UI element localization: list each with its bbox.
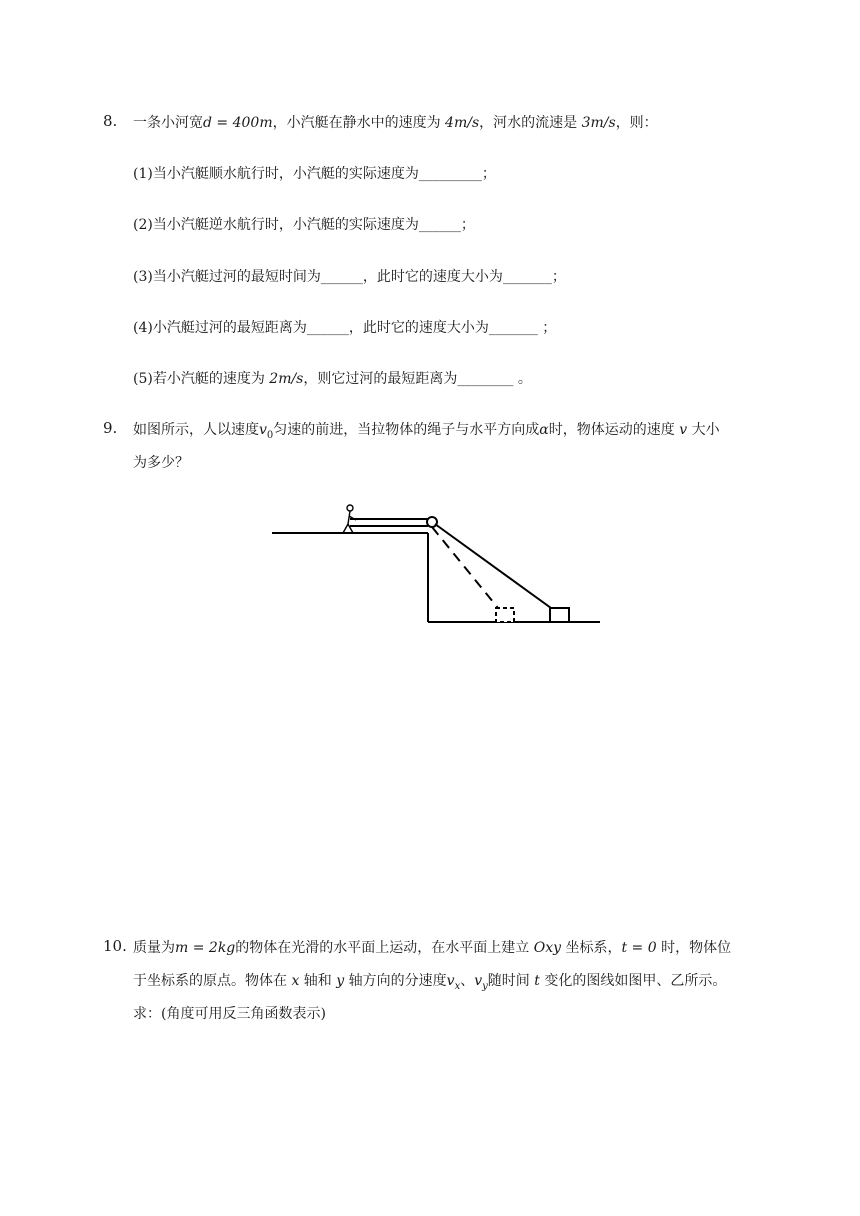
question-8-part-1: (1)当小汽艇顺水航行时，小汽艇的实际速度为_________； [133, 166, 496, 182]
question-9-figure [268, 500, 608, 630]
question-9-stem-line1: 如图所示，人以速度$v_0$匀速的前进，当拉物体的绳子与水平方向成α时，物体运动的速度 v 大小 [133, 422, 720, 441]
question-8-part-3: (3)当小汽艇过河的最短时间为______，此时它的速度大小为_______； [133, 269, 566, 285]
question-10-number: 10. [103, 937, 127, 955]
question-8-part-2: (2)当小汽艇逆水航行时，小汽艇的实际速度为______； [133, 217, 475, 233]
person-icon [343, 505, 356, 533]
question-10-stem-line2: 于坐标系的原点。物体在 x 轴和 y 轴方向的分速度$v_x$、$v_y$随时间 t 变化的图线如图甲、乙所示。 [133, 973, 727, 992]
rope-dashed [432, 527, 498, 608]
question-9-number: 9. [103, 419, 118, 437]
question-8-part-5: (5)若小汽艇的速度为 2m/s，则它过河的最短距离为________ 。 [133, 371, 532, 387]
question-10-stem-line1: 质量为m = 2kg的物体在光滑的水平面上运动，在水平面上建立 Oxy 坐标系，t = 0 时，物体位 [133, 940, 732, 956]
box-previous [496, 608, 514, 622]
box-current [550, 608, 569, 622]
question-8-number: 8. [103, 112, 118, 130]
question-8-part-4: (4)小汽艇过河的最短距离为______，此时它的速度大小为_______ ； [133, 320, 557, 336]
question-9-stem-line2: 为多少？ [133, 455, 189, 471]
question-8-stem: 一条小河宽d = 400m，小汽艇在静水中的速度为 4m/s，河水的流速是 3m/s，则： [133, 115, 658, 131]
rope-to-box [435, 524, 551, 608]
question-10-stem-line3: 求：(角度可用反三角函数表示) [133, 1006, 326, 1022]
